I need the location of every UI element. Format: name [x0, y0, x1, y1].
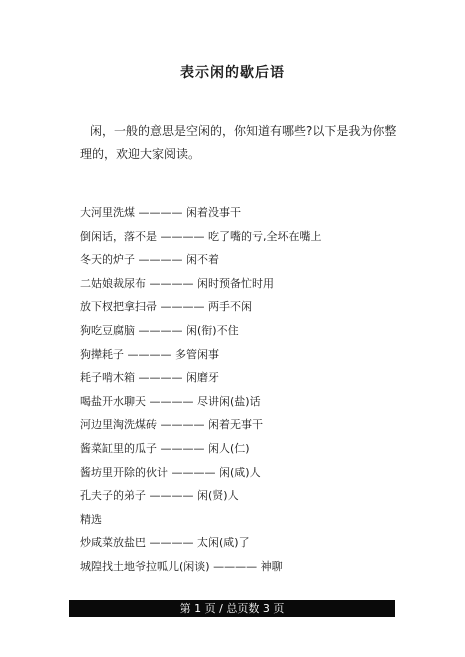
- list-item: 河边里淘洗煤砖 ———— 闲着无事干: [80, 418, 263, 432]
- list-item: 二姑娘裁尿布 ———— 闲时预备忙时用: [80, 276, 274, 290]
- list-item: 喝盐开水聊天 ———— 尽讲闲(盐)话: [80, 394, 261, 408]
- list-item: 狗撵耗子 ———— 多管闲事: [80, 347, 219, 361]
- section-label: 精选: [80, 512, 102, 526]
- list-item: 耗子啃木箱 ———— 闲磨牙: [80, 371, 219, 385]
- document-title: 表示闲的歇后语: [180, 65, 285, 81]
- page-footer: 第 1 页 / 总页数 3 页: [69, 600, 395, 617]
- list-item: 孔夫子的弟子 ———— 闲(贤)人: [80, 489, 239, 503]
- list-item: 狗吃豆腐脑 ———— 闲(衔)不住: [80, 323, 239, 337]
- list-item: 大河里洗煤 ———— 闲着没事干: [80, 206, 241, 219]
- list-item: 酱菜缸里的瓜子 ———— 闲人(仁): [80, 441, 250, 455]
- list-item: 酱坊里开除的伙计 ———— 闲(咸)人: [80, 465, 261, 479]
- list-item: 倒闲话，落不是 ———— 吃了嘴的亏,全坏在嘴上: [80, 229, 322, 243]
- list-item: 炒咸菜放盐巴 ———— 太闲(咸)了: [80, 536, 250, 550]
- list-item: 冬天的炉子 ———— 闲不着: [80, 253, 219, 267]
- intro-paragraph: 闲，一般的意思是空闲的，你知道有哪些?以下是我为你整理的，欢迎大家阅读。: [80, 124, 397, 161]
- list-item: 放下杈把拿扫帚 ———— 两手不闲: [80, 300, 252, 314]
- list-item: 城隍找土地爷拉呱儿(闲谈) ———— 神聊: [80, 559, 283, 573]
- saying-list: [80, 201, 420, 579]
